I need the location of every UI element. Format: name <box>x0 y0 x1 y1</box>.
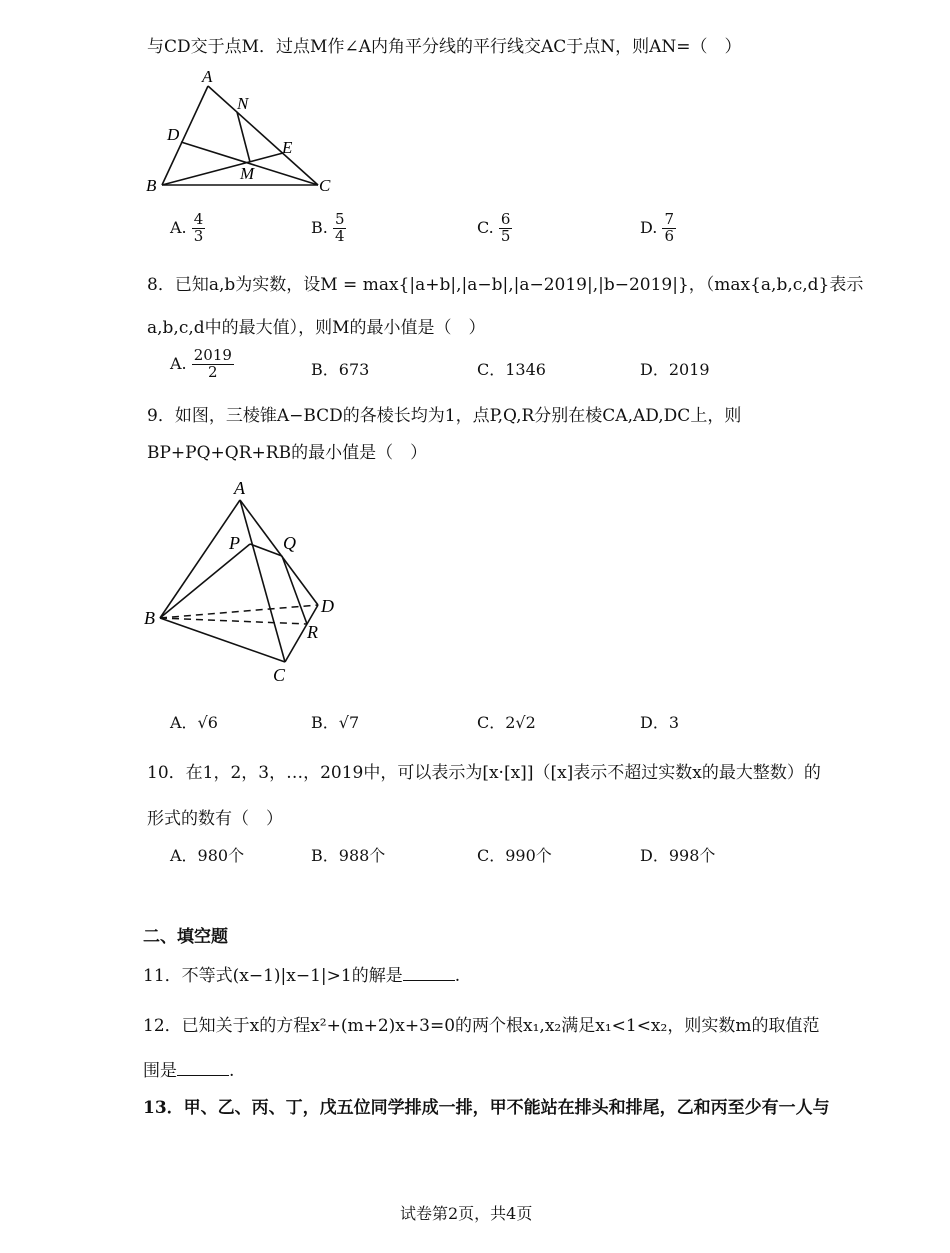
q11-line <box>143 961 460 986</box>
q7-option-b[interactable] <box>311 212 346 245</box>
q7-option-c[interactable] <box>477 212 512 245</box>
q7-label-e: E <box>282 138 293 157</box>
q8-option-a[interactable] <box>170 348 234 381</box>
q7-text-tail: 与CD交于点M．过点M作∠A内角平分线的平行线交AC于点N，则AN=（ ） <box>147 37 742 57</box>
q10-line-1: 10．在1，2，3，…，2019中，可以表示为[x·[x]]（[x]表示不超过实数x的最大整数）的 <box>147 763 821 783</box>
q10-option-b[interactable]: B．988个 <box>311 846 386 865</box>
q9-option-b[interactable]: B．√7 <box>311 713 360 732</box>
q7-option-b-letter: B. <box>311 217 328 237</box>
q9-segment-qr <box>282 556 307 624</box>
q7-triangle-figure <box>140 62 340 202</box>
q7-option-d[interactable] <box>640 212 676 245</box>
page-footer: 试卷第2页，共4页 <box>400 1204 533 1223</box>
q11-period: . <box>454 966 461 986</box>
q7-option-a-letter: A. <box>170 217 187 237</box>
q9-label-q: Q <box>283 533 296 553</box>
q9-edge-ab <box>160 500 240 618</box>
q9-label-a: A <box>234 478 245 498</box>
q8-option-b[interactable]: B．673 <box>311 360 370 379</box>
q12-answer-blank[interactable] <box>177 1061 229 1076</box>
q7-segment-mn <box>237 112 250 162</box>
q7-edge-ac <box>208 86 318 185</box>
q8-option-a-fraction: $\frac{2019}{2}$ <box>193 346 232 381</box>
q9-edge-ac <box>240 500 285 662</box>
q12-line-1: 12．已知关于x的方程x²+(m+2)x+3=0的两个根x₁,x₂满足x₁<1<x₂，则实数m的取值范 <box>143 1016 820 1036</box>
q10-option-a[interactable]: A．980个 <box>170 846 245 865</box>
q9-line-1: 9．如图，三棱锥A−BCD的各棱长均为1，点P,Q,R分别在棱CA,AD,DC上，则 <box>147 406 742 426</box>
q8-option-c[interactable]: C．1346 <box>477 360 546 379</box>
q9-option-c[interactable]: C．2√2 <box>477 713 536 732</box>
q7-option-d-letter: D. <box>640 217 658 237</box>
q8-line-2: a,b,c,d中的最大值），则M的最小值是（ ） <box>147 318 486 338</box>
q9-label-r: R <box>307 622 318 642</box>
q9-edge-ad <box>240 500 318 605</box>
q12-line-2 <box>143 1056 234 1081</box>
q7-label-b: B <box>146 176 157 195</box>
q11-text: 11．不等式(x−1)|x−1|>1的解是 <box>143 966 403 986</box>
q9-label-c: C <box>273 665 286 685</box>
q9-edge-bc <box>160 618 285 662</box>
q7-option-d-fraction: $\frac{7}{6}$ <box>664 210 674 245</box>
q9-segment-bp <box>160 544 250 618</box>
section-fill-in-title: 二、填空题 <box>143 927 228 947</box>
q7-label-m: M <box>240 164 255 183</box>
q12-period: . <box>229 1061 235 1081</box>
q7-label-a: A <box>202 67 213 86</box>
q7-option-b-fraction: $\frac{5}{4}$ <box>334 210 345 245</box>
q9-segment-rb-hidden <box>160 618 307 624</box>
q9-option-a[interactable]: A．√6 <box>170 713 218 732</box>
q9-label-d: D <box>321 596 334 616</box>
q7-option-a[interactable] <box>170 212 205 245</box>
q13-line-1: 13．甲、乙、丙、丁，戊五位同学排成一排，甲不能站在排头和排尾，乙和丙至少有一人与 <box>143 1098 830 1118</box>
q10-option-c[interactable]: C．990个 <box>477 846 552 865</box>
q8-option-d[interactable]: D．2019 <box>640 360 710 379</box>
q7-option-c-fraction: $\frac{6}{5}$ <box>500 210 511 245</box>
q7-label-d: D <box>167 125 180 144</box>
q9-tetrahedron-figure <box>140 470 360 690</box>
q7-option-c-letter: C. <box>477 217 494 237</box>
q7-option-a-fraction: $\frac{4}{3}$ <box>193 210 204 245</box>
q9-label-b: B <box>144 608 155 628</box>
q11-answer-blank[interactable] <box>403 966 455 981</box>
q9-option-d[interactable]: D．3 <box>640 713 680 732</box>
q10-line-2: 形式的数有（ ） <box>147 809 283 829</box>
q9-line-2: BP+PQ+QR+RB的最小值是（ ） <box>147 443 428 463</box>
q8-line-1: 8．已知a,b为实数，设M = max{|a+b|,|a−b|,|a−2019|,|b−2019|}，（max{a,b,c,d}表示 <box>147 275 864 295</box>
q12-text-2: 围是 <box>143 1061 177 1081</box>
q7-label-n: N <box>237 94 249 113</box>
q8-option-a-letter: A. <box>170 353 187 373</box>
q9-label-p: P <box>229 533 240 553</box>
q10-option-d[interactable]: D．998个 <box>640 846 716 865</box>
q9-edge-bd-hidden <box>160 605 318 618</box>
q7-label-c: C <box>319 176 331 195</box>
